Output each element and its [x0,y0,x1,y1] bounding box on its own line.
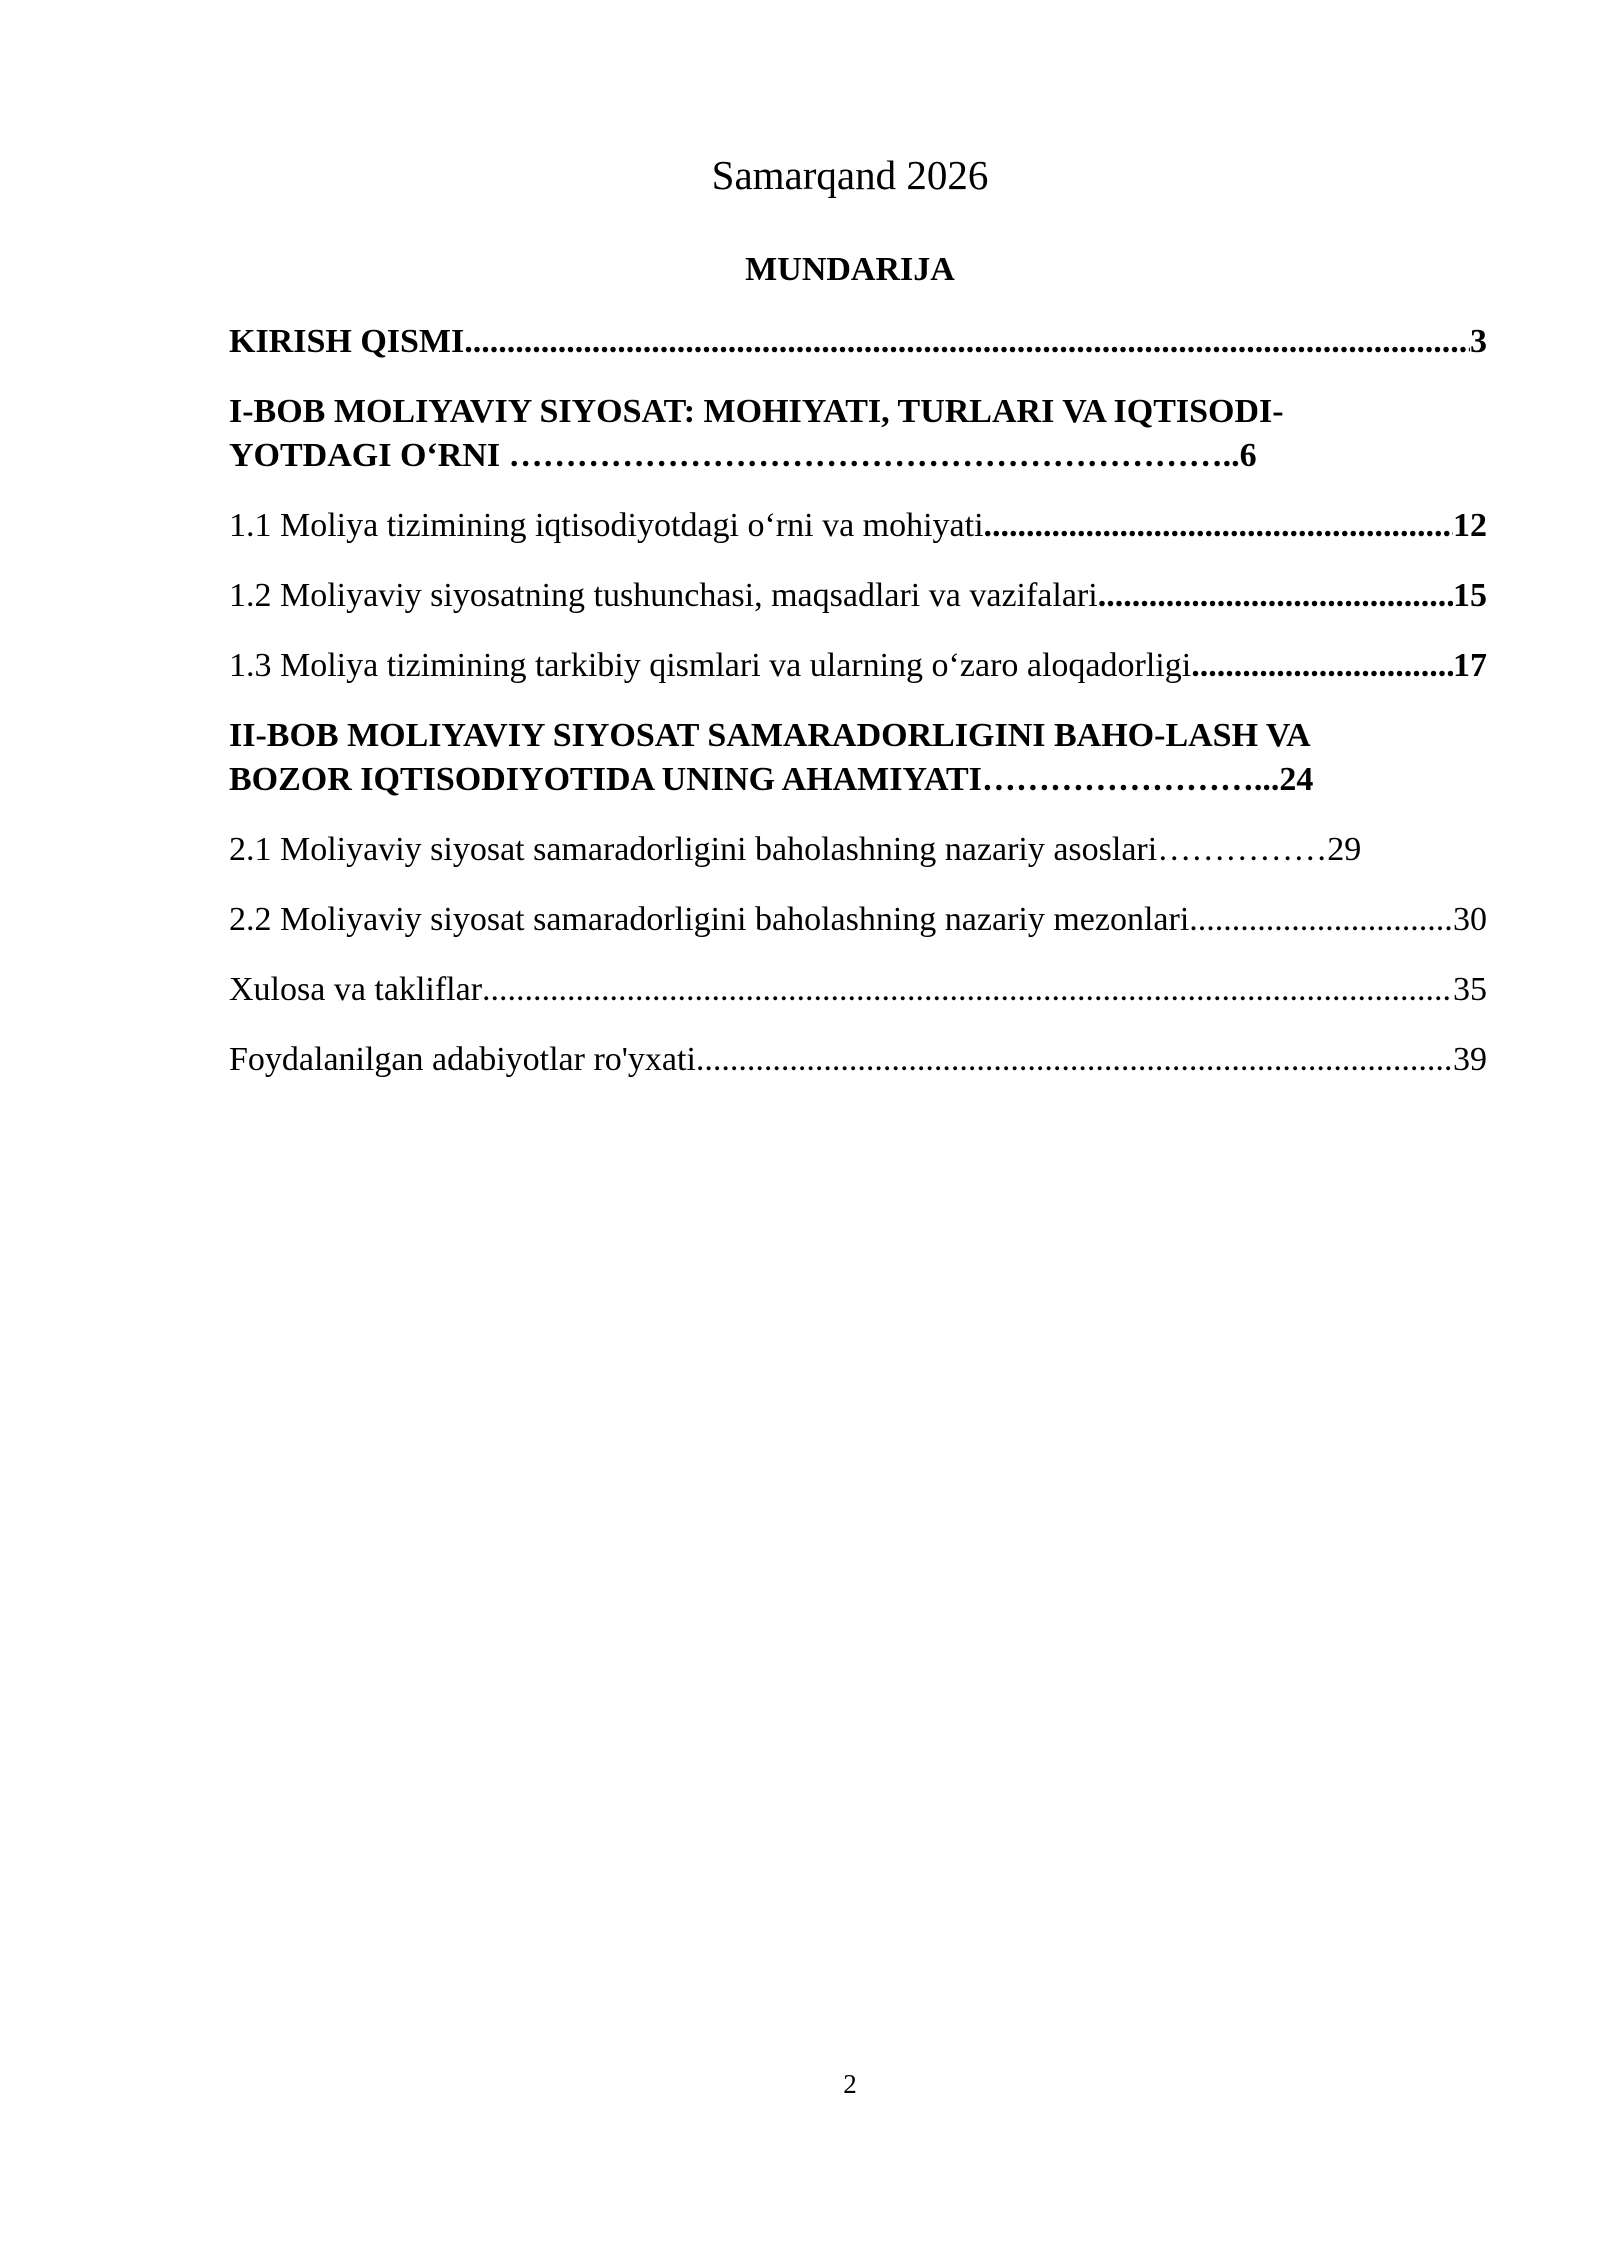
toc-entry-title: 1.1 Moliya tizimining iqtisodiyotdagi o‘rni va mohiyati [229,507,984,544]
toc-dot-leader [1098,574,1453,618]
toc-dot-leader [482,968,1453,1012]
toc-page-number: 3 [1470,323,1487,360]
toc-entry-section-1-2 [229,574,1487,618]
toc-entry-conclusion [229,968,1487,1012]
toc-page-number: 15 [1453,577,1487,614]
toc-entry-title-line-2: BOZOR IQTISODIYOTIDA UNING AHAMIYATI……………………...24 [229,761,1314,798]
toc-page-number: 29 [1327,831,1362,868]
toc-entry-section-2-2 [229,898,1487,942]
toc-entry-title: 2.1 Moliyaviy siyosat samaradorligini baholashning nazariy asoslari [229,831,1158,868]
toc-dot-leader [1191,644,1453,688]
toc-dot-leader [1189,898,1453,942]
toc-entry-title: Foydalanilgan adabiyotlar ro'yxati [229,1041,696,1078]
toc-entry-title: KIRISH QISMI [229,323,465,360]
toc-entry-title-line-2: YOTDAGI O‘RNI ………………………………………………………..6 [229,437,1257,474]
page-number: 2 [843,2069,857,2099]
toc-entry-section-2-1 [229,828,1487,872]
toc-entry-title: 1.2 Moliyaviy siyosatning tushunchasi, maqsadlari va vazifalari [229,577,1098,614]
toc-entry-references [229,1038,1487,1082]
toc-entry-title-line-1: I-BOB MOLIYAVIY SIYOSAT: MOHIYATI, TURLARI VA IQTISODI- [229,393,1284,430]
toc-entry-chapter-2 [229,714,1487,802]
toc-ellipsis-leader: …………… [1157,831,1328,868]
toc-page-number: 30 [1453,901,1487,938]
toc-entry-intro [229,320,1487,364]
toc-entry-section-1-1 [229,504,1487,548]
city-year-line: Samarqand 2026 [711,152,989,198]
toc-page-number: 17 [1453,647,1487,684]
toc-dot-leader [984,504,1453,548]
toc-page-number: 35 [1453,971,1487,1008]
toc-dot-leader [464,320,1470,364]
toc-entry-title: 1.3 Moliya tizimining tarkibiy qismlari va ularning o‘zaro aloqadorligi [229,647,1192,684]
toc-page-number: 39 [1453,1041,1487,1078]
toc-entry-title: 2.2 Moliyaviy siyosat samaradorligini baholashning nazariy mezonlari [229,901,1190,938]
toc-entry-chapter-1 [229,390,1487,478]
table-of-contents [229,320,1487,1108]
toc-heading: MUNDARIJA [745,251,955,288]
toc-dot-leader [696,1038,1453,1082]
toc-entry-section-1-3 [229,644,1487,688]
toc-entry-title-line-1: II-BOB MOLIYAVIY SIYOSAT SAMARADORLIGINI BAHO-LASH VA [229,717,1311,754]
toc-page-number: 12 [1453,507,1487,544]
toc-entry-title: Xulosa va takliflar [229,971,483,1008]
